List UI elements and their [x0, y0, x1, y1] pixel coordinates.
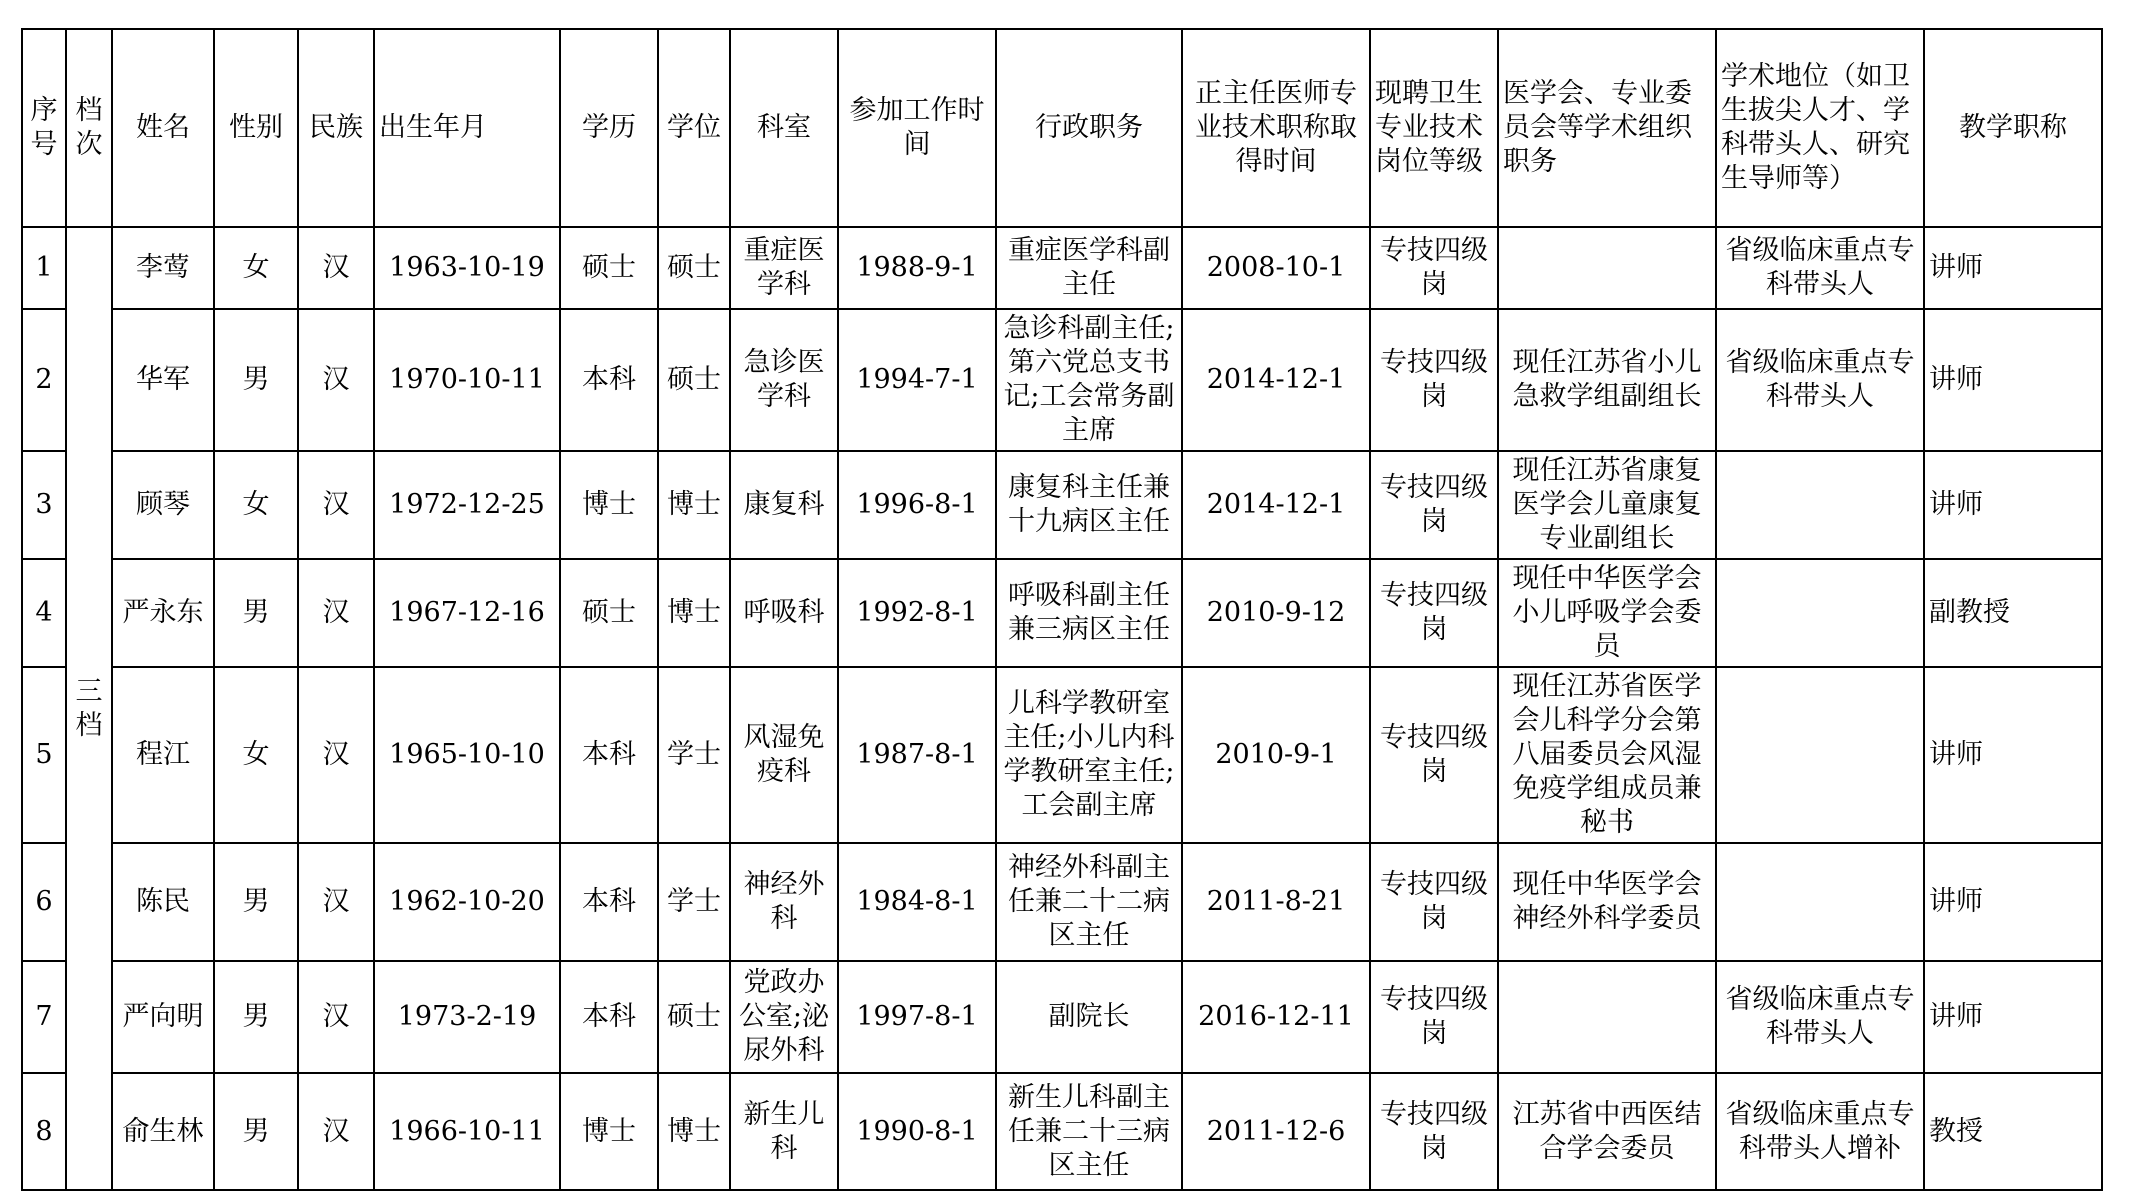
- cell-teaching-title: 讲师: [1924, 451, 2102, 559]
- cell-ethnicity: 汉: [298, 667, 374, 843]
- table-row: [22, 961, 2102, 1073]
- cell-seq: 8: [22, 1073, 66, 1190]
- cell-admin-post: 副院长: [996, 961, 1182, 1073]
- cell-education: 本科: [560, 961, 658, 1073]
- cell-assoc-post: 现任江苏省医学会儿科学分会第八届委员会风湿免疫学组成员兼秘书: [1498, 667, 1716, 843]
- cell-gender: 男: [214, 309, 298, 451]
- cell-department: 党政办公室;泌尿外科: [730, 961, 838, 1073]
- cell-admin-post: 康复科主任兼十九病区主任: [996, 451, 1182, 559]
- cell-title-date: 2008-10-1: [1182, 227, 1370, 309]
- cell-seq: 4: [22, 559, 66, 667]
- cell-name: 程江: [112, 667, 214, 843]
- cell-post-level: 专技四级岗: [1370, 451, 1498, 559]
- cell-academic-status: 省级临床重点专科带头人: [1716, 961, 1924, 1073]
- header-gender: 性别: [214, 29, 298, 227]
- header-name: 姓名: [112, 29, 214, 227]
- cell-name: 李莺: [112, 227, 214, 309]
- cell-seq: 2: [22, 309, 66, 451]
- cell-academic-status: [1716, 559, 1924, 667]
- cell-education: 本科: [560, 309, 658, 451]
- cell-gender: 女: [214, 227, 298, 309]
- cell-ethnicity: 汉: [298, 309, 374, 451]
- cell-ethnicity: 汉: [298, 559, 374, 667]
- table-row: [22, 559, 2102, 667]
- cell-degree: 硕士: [658, 309, 730, 451]
- cell-assoc-post: [1498, 961, 1716, 1073]
- cell-ethnicity: 汉: [298, 451, 374, 559]
- cell-department: 呼吸科: [730, 559, 838, 667]
- cell-name: 顾琴: [112, 451, 214, 559]
- cell-name: 俞生林: [112, 1073, 214, 1190]
- cell-degree: 博士: [658, 1073, 730, 1190]
- cell-seq: 3: [22, 451, 66, 559]
- cell-teaching-title: 讲师: [1924, 227, 2102, 309]
- cell-education: 本科: [560, 843, 658, 961]
- cell-admin-post: 呼吸科副主任兼三病区主任: [996, 559, 1182, 667]
- cell-birth: 1970-10-11: [374, 309, 560, 451]
- cell-gender: 男: [214, 961, 298, 1073]
- cell-degree: 硕士: [658, 227, 730, 309]
- cell-work-start: 1992-8-1: [838, 559, 996, 667]
- cell-birth: 1962-10-20: [374, 843, 560, 961]
- cell-academic-status: [1716, 667, 1924, 843]
- cell-title-date: 2014-12-1: [1182, 451, 1370, 559]
- cell-gender: 女: [214, 451, 298, 559]
- cell-post-level: 专技四级岗: [1370, 667, 1498, 843]
- header-grade: 档次: [66, 29, 112, 227]
- cell-teaching-title: 讲师: [1924, 961, 2102, 1073]
- cell-admin-post: 神经外科副主任兼二十二病区主任: [996, 843, 1182, 961]
- cell-post-level: 专技四级岗: [1370, 227, 1498, 309]
- cell-education: 硕士: [560, 559, 658, 667]
- table-row: [22, 227, 2102, 309]
- cell-education: 硕士: [560, 227, 658, 309]
- cell-academic-status: [1716, 451, 1924, 559]
- header-academic-status: 学术地位（如卫生拔尖人才、学科带头人、研究生导师等）: [1716, 29, 1924, 227]
- cell-post-level: 专技四级岗: [1370, 559, 1498, 667]
- header-assoc-post: 医学会、专业委员会等学术组织职务: [1498, 29, 1716, 227]
- header-degree: 学位: [658, 29, 730, 227]
- cell-title-date: 2011-12-6: [1182, 1073, 1370, 1190]
- header-teaching-title: 教学职称: [1924, 29, 2102, 227]
- cell-degree: 学士: [658, 843, 730, 961]
- cell-teaching-title: 副教授: [1924, 559, 2102, 667]
- cell-work-start: 1994-7-1: [838, 309, 996, 451]
- cell-title-date: 2010-9-12: [1182, 559, 1370, 667]
- cell-work-start: 1984-8-1: [838, 843, 996, 961]
- cell-name: 华军: [112, 309, 214, 451]
- cell-teaching-title: 教授: [1924, 1073, 2102, 1190]
- cell-name: 严向明: [112, 961, 214, 1073]
- cell-post-level: 专技四级岗: [1370, 843, 1498, 961]
- header-admin-post: 行政职务: [996, 29, 1182, 227]
- cell-teaching-title: 讲师: [1924, 843, 2102, 961]
- cell-name: 严永东: [112, 559, 214, 667]
- cell-department: 急诊医学科: [730, 309, 838, 451]
- cell-assoc-post: [1498, 227, 1716, 309]
- cell-work-start: 1987-8-1: [838, 667, 996, 843]
- cell-birth: 1966-10-11: [374, 1073, 560, 1190]
- cell-department: 新生儿科: [730, 1073, 838, 1190]
- cell-academic-status: 省级临床重点专科带头人: [1716, 309, 1924, 451]
- cell-academic-status: 省级临床重点专科带头人: [1716, 227, 1924, 309]
- header-work-start: 参加工作时间: [838, 29, 996, 227]
- cell-admin-post: 新生儿科副主任兼二十三病区主任: [996, 1073, 1182, 1190]
- cell-degree: 博士: [658, 559, 730, 667]
- cell-seq: 7: [22, 961, 66, 1073]
- table-row: [22, 667, 2102, 843]
- cell-degree: 硕士: [658, 961, 730, 1073]
- cell-gender: 男: [214, 1073, 298, 1190]
- cell-teaching-title: 讲师: [1924, 667, 2102, 843]
- header-birth: 出生年月: [374, 29, 560, 227]
- cell-title-date: 2014-12-1: [1182, 309, 1370, 451]
- cell-name: 陈民: [112, 843, 214, 961]
- cell-department: 神经外科: [730, 843, 838, 961]
- cell-work-start: 1997-8-1: [838, 961, 996, 1073]
- cell-post-level: 专技四级岗: [1370, 961, 1498, 1073]
- cell-assoc-post: 现任中华医学会神经外科学委员: [1498, 843, 1716, 961]
- cell-gender: 男: [214, 559, 298, 667]
- cell-seq: 5: [22, 667, 66, 843]
- cell-admin-post: 儿科学教研室主任;小儿内科学教研室主任;工会副主席: [996, 667, 1182, 843]
- header-department: 科室: [730, 29, 838, 227]
- cell-post-level: 专技四级岗: [1370, 309, 1498, 451]
- cell-education: 博士: [560, 1073, 658, 1190]
- cell-ethnicity: 汉: [298, 227, 374, 309]
- cell-birth: 1965-10-10: [374, 667, 560, 843]
- cell-education: 博士: [560, 451, 658, 559]
- cell-work-start: 1988-9-1: [838, 227, 996, 309]
- header-title-date: 正主任医师专业技术职称取得时间: [1182, 29, 1370, 227]
- table-row: [22, 843, 2102, 961]
- personnel-table: [21, 28, 2103, 1191]
- cell-assoc-post: 江苏省中西医结合学会委员: [1498, 1073, 1716, 1190]
- header-education: 学历: [560, 29, 658, 227]
- cell-department: 风湿免疫科: [730, 667, 838, 843]
- cell-gender: 女: [214, 667, 298, 843]
- cell-birth: 1973-2-19: [374, 961, 560, 1073]
- cell-seq: 1: [22, 227, 66, 309]
- cell-title-date: 2011-8-21: [1182, 843, 1370, 961]
- cell-academic-status: 省级临床重点专科带头人增补: [1716, 1073, 1924, 1190]
- cell-assoc-post: 现任中华医学会小儿呼吸学会委员: [1498, 559, 1716, 667]
- cell-seq: 6: [22, 843, 66, 961]
- cell-degree: 学士: [658, 667, 730, 843]
- header-post-level: 现聘卫生专业技术岗位等级: [1370, 29, 1498, 227]
- cell-post-level: 专技四级岗: [1370, 1073, 1498, 1190]
- cell-title-date: 2016-12-11: [1182, 961, 1370, 1073]
- table-row: [22, 451, 2102, 559]
- cell-gender: 男: [214, 843, 298, 961]
- cell-work-start: 1990-8-1: [838, 1073, 996, 1190]
- cell-teaching-title: 讲师: [1924, 309, 2102, 451]
- header-row: [22, 29, 2102, 227]
- cell-ethnicity: 汉: [298, 961, 374, 1073]
- cell-admin-post: 重症医学科副主任: [996, 227, 1182, 309]
- cell-department: 重症医学科: [730, 227, 838, 309]
- cell-assoc-post: 现任江苏省康复医学会儿童康复专业副组长: [1498, 451, 1716, 559]
- cell-birth: 1967-12-16: [374, 559, 560, 667]
- cell-academic-status: [1716, 843, 1924, 961]
- cell-ethnicity: 汉: [298, 1073, 374, 1190]
- cell-assoc-post: 现任江苏省小儿急救学组副组长: [1498, 309, 1716, 451]
- header-ethnicity: 民族: [298, 29, 374, 227]
- cell-title-date: 2010-9-1: [1182, 667, 1370, 843]
- cell-grade-group: 三档: [66, 227, 112, 1190]
- table-row: [22, 1073, 2102, 1190]
- cell-birth: 1972-12-25: [374, 451, 560, 559]
- cell-degree: 博士: [658, 451, 730, 559]
- cell-education: 本科: [560, 667, 658, 843]
- cell-work-start: 1996-8-1: [838, 451, 996, 559]
- header-seq: 序号: [22, 29, 66, 227]
- cell-department: 康复科: [730, 451, 838, 559]
- cell-admin-post: 急诊科副主任;第六党总支书记;工会常务副主席: [996, 309, 1182, 451]
- cell-ethnicity: 汉: [298, 843, 374, 961]
- table-row: [22, 309, 2102, 451]
- cell-birth: 1963-10-19: [374, 227, 560, 309]
